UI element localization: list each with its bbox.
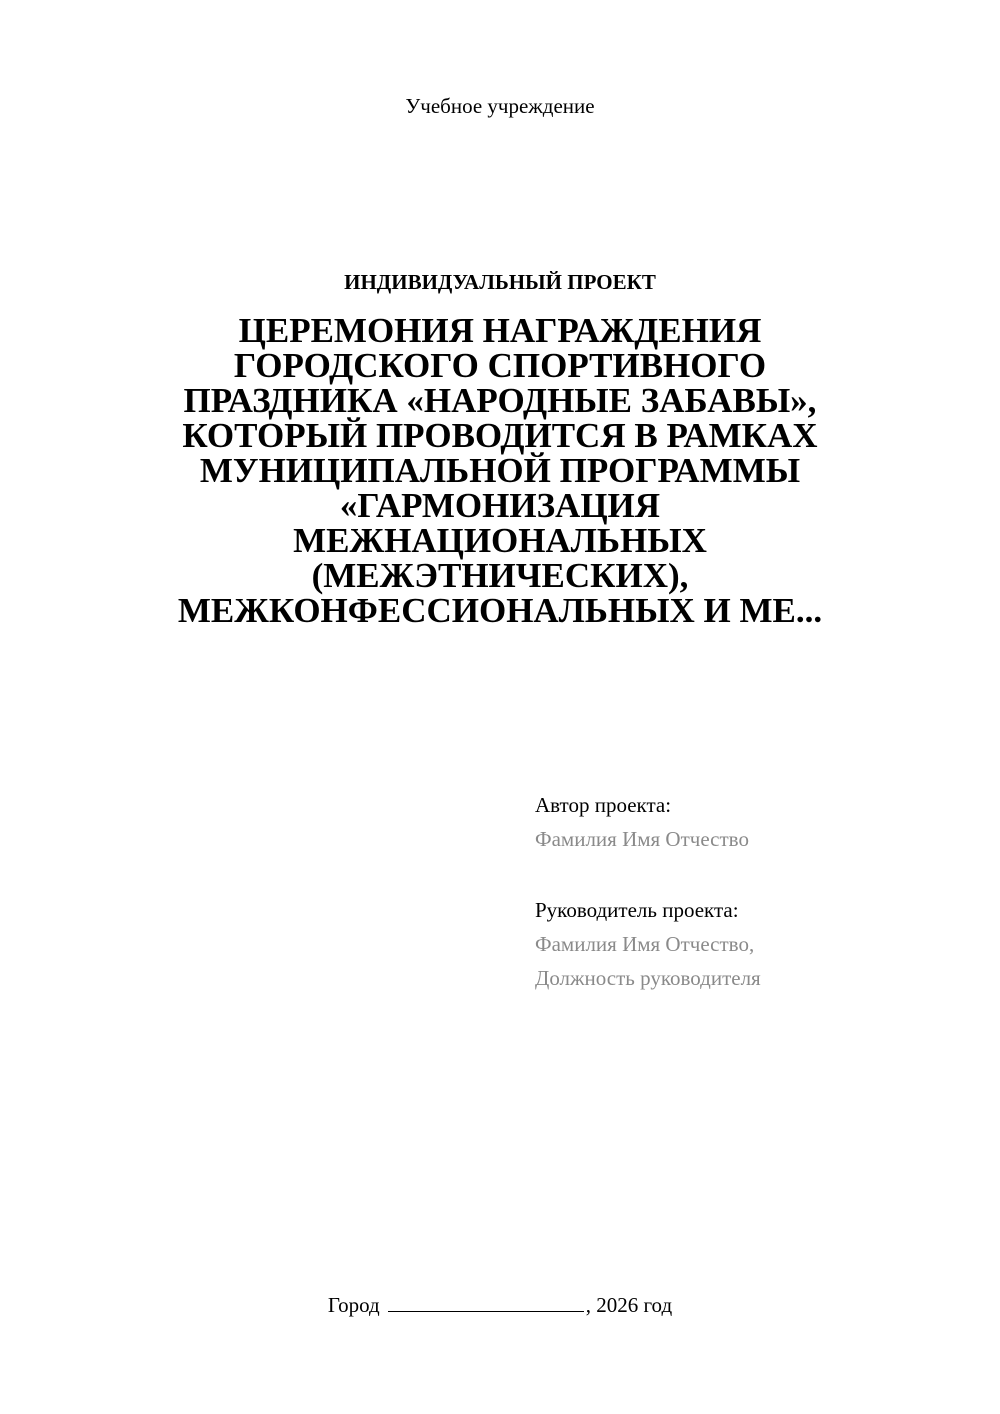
title-line: МЕЖНАЦИОНАЛЬНЫХ [293, 521, 707, 560]
project-type: ИНДИВИДУАЛЬНЫЙ ПРОЕКТ [344, 270, 656, 294]
author-name: Фамилия Имя Отчество [535, 827, 749, 851]
title-line: ПРАЗДНИКА «НАРОДНЫЕ ЗАБАВЫ», [183, 381, 817, 420]
title-line: «ГАРМОНИЗАЦИЯ [339, 486, 661, 525]
supervisor-name: Фамилия Имя Отчество, [535, 932, 755, 956]
title-line: ГОРОДСКОГО СПОРТИВНОГО [233, 346, 767, 385]
people-block [535, 788, 935, 995]
year-text: , 2026 год [585, 1293, 673, 1317]
city-label: Город [327, 1293, 380, 1317]
supervisor-label: Руководитель проекта: [535, 898, 739, 922]
city-blank-line [388, 1291, 584, 1312]
city-year-line [0, 1290, 1000, 1320]
title-line: КОТОРЫЙ ПРОВОДИТСЯ В РАМКАХ [182, 416, 818, 455]
project-title [150, 313, 850, 628]
author-label: Автор проекта: [535, 793, 672, 817]
title-line: (МЕЖЭТНИЧЕСКИХ), [311, 556, 689, 595]
supervisor-position: Должность руководителя [535, 966, 761, 990]
title-line: ЦЕРЕМОНИЯ НАГРАЖДЕНИЯ [238, 311, 762, 350]
title-line: МУНИЦИПАЛЬНОЙ ПРОГРАММЫ [199, 451, 801, 490]
title-line: МЕЖКОНФЕССИОНАЛЬНЫХ И МЕ... [177, 591, 823, 630]
institution-name: Учебное учреждение [405, 94, 595, 118]
